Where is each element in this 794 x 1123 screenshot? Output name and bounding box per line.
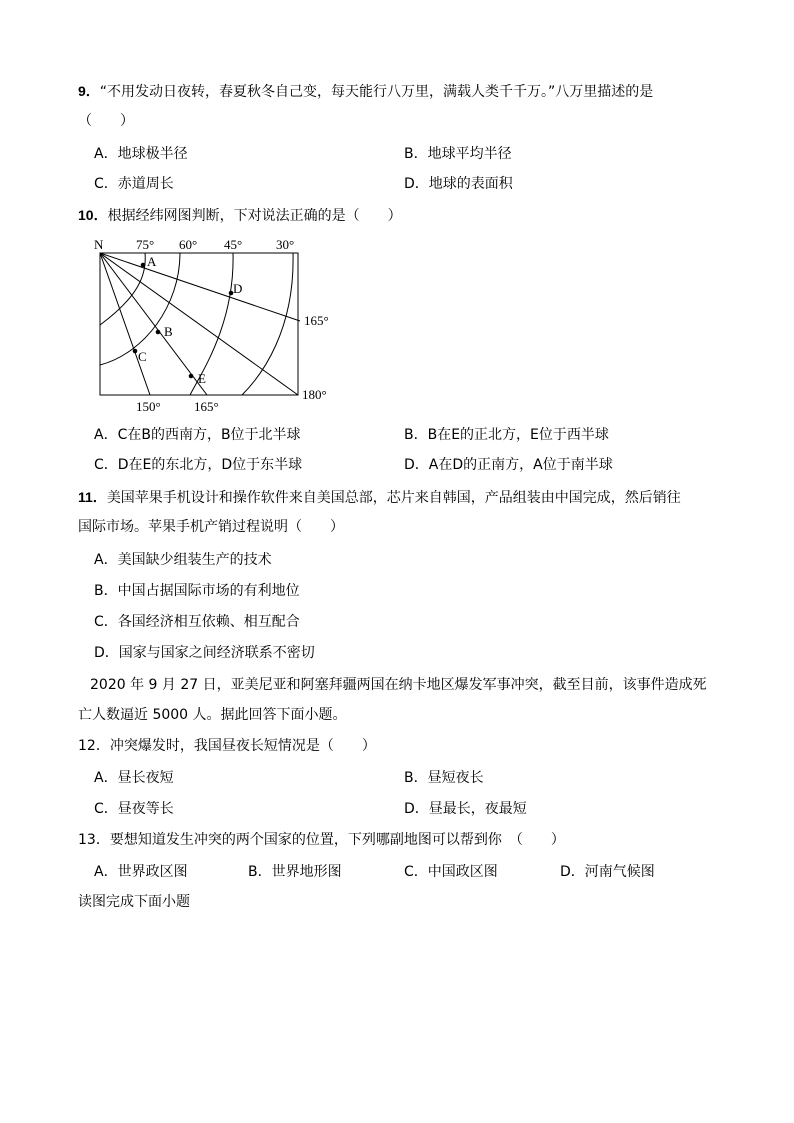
q9-stem: [78, 82, 653, 101]
q13-number: 13．: [78, 832, 110, 848]
q11-stem-text: 美国苹果手机设计和操作软件来自美国总部，芯片来自韩国，产品组装由中国完成，然后销往: [106, 490, 681, 506]
lon-label-180: 180°: [302, 387, 327, 402]
q9-option-c[interactable]: C．赤道周长: [94, 176, 174, 192]
points: [133, 263, 234, 379]
q9-number: 9．: [78, 83, 100, 99]
q10-stem-text: 根据经纬网图判断，下对说法正确的是（ ）: [107, 208, 402, 224]
q11-option-c[interactable]: C．各国经济相互依赖、相互配合: [94, 614, 300, 630]
q9-option-a[interactable]: A．地球极半径: [94, 146, 188, 162]
point-a-label: A: [147, 254, 157, 269]
lat-label-45: 45°: [224, 237, 243, 252]
lat-label-75: 75°: [136, 237, 155, 252]
q13-option-b[interactable]: B．世界地形图: [248, 864, 342, 880]
q12-stem: [78, 737, 376, 755]
lon-label-150: 150°: [136, 399, 161, 414]
q9-option-b[interactable]: B．地球平均半径: [404, 146, 512, 162]
q13-option-d[interactable]: D．河南气候图: [560, 864, 655, 880]
pole-label: N: [94, 237, 104, 252]
q11-option-b[interactable]: B．中国占据国际市场的有利地位: [94, 583, 300, 599]
point-c-label: C: [138, 349, 147, 364]
point-b-label: B: [164, 324, 173, 339]
q13-option-a[interactable]: A．世界政区图: [94, 864, 188, 880]
q12-option-a[interactable]: A．昼长夜短: [94, 770, 174, 786]
q12-option-c[interactable]: C．昼夜等长: [94, 801, 174, 817]
lon-label-165-right: 165°: [304, 313, 329, 328]
graticule-figure: [90, 235, 350, 415]
material-line2: 亡人数逼近 5000 人。据此回答下面小题。: [78, 707, 347, 723]
q13-option-c[interactable]: C．中国政区图: [404, 864, 498, 880]
point-e-label: E: [198, 371, 206, 386]
q12-option-d[interactable]: D．昼最长，夜最短: [404, 801, 527, 817]
q11-option-a[interactable]: A．美国缺少组装生产的技术: [94, 552, 272, 568]
q9-stem-text: “不用发动日夜转，春夏秋冬自己变，每天能行八万里，满载人类千千万。”八万里描述的是: [99, 84, 654, 100]
q11-stem-line1: [78, 488, 681, 507]
q12-number: 12．: [78, 738, 110, 754]
q10-option-b[interactable]: B．B在E的正北方，E位于西半球: [404, 427, 609, 443]
read-figure-instruction: 读图完成下面小题: [78, 894, 190, 910]
q10-stem: [78, 206, 402, 225]
lat-label-30: 30°: [276, 237, 295, 252]
q12-option-b[interactable]: B．昼短夜长: [404, 770, 484, 786]
q10-option-c[interactable]: C．D在E的东北方，D位于东半球: [94, 457, 303, 473]
q13-stem: [78, 831, 565, 849]
q9-paren: （ ）: [78, 113, 134, 129]
q10-option-d[interactable]: D．A在D的正南方，A位于南半球: [404, 457, 613, 473]
q13-stem-text: 要想知道发生冲突的两个国家的位置，下列哪副地图可以帮到你 （ ）: [109, 832, 565, 848]
q11-option-d[interactable]: D．国家与国家之间经济联系不密切: [94, 645, 315, 661]
q12-stem-text: 冲突爆发时，我国昼夜长短情况是（ ）: [109, 738, 376, 754]
q9-option-d[interactable]: D．地球的表面积: [404, 176, 513, 192]
material-line1: 2020 年 9 月 27 日，亚美尼亚和阿塞拜疆两国在纳卡地区爆发军事冲突，截至目前，该事件造成死: [90, 677, 707, 693]
q10-number: 10．: [78, 207, 108, 223]
point-d-label: D: [233, 281, 243, 296]
lat-label-60: 60°: [179, 237, 198, 252]
lon-label-165-bottom: 165°: [194, 399, 219, 414]
q11-number: 11．: [78, 489, 107, 505]
q11-stem-line2: 国际市场。苹果手机产销过程说明（ ）: [78, 519, 344, 535]
q10-option-a[interactable]: A．C在B的西南方，B位于北半球: [94, 427, 301, 443]
